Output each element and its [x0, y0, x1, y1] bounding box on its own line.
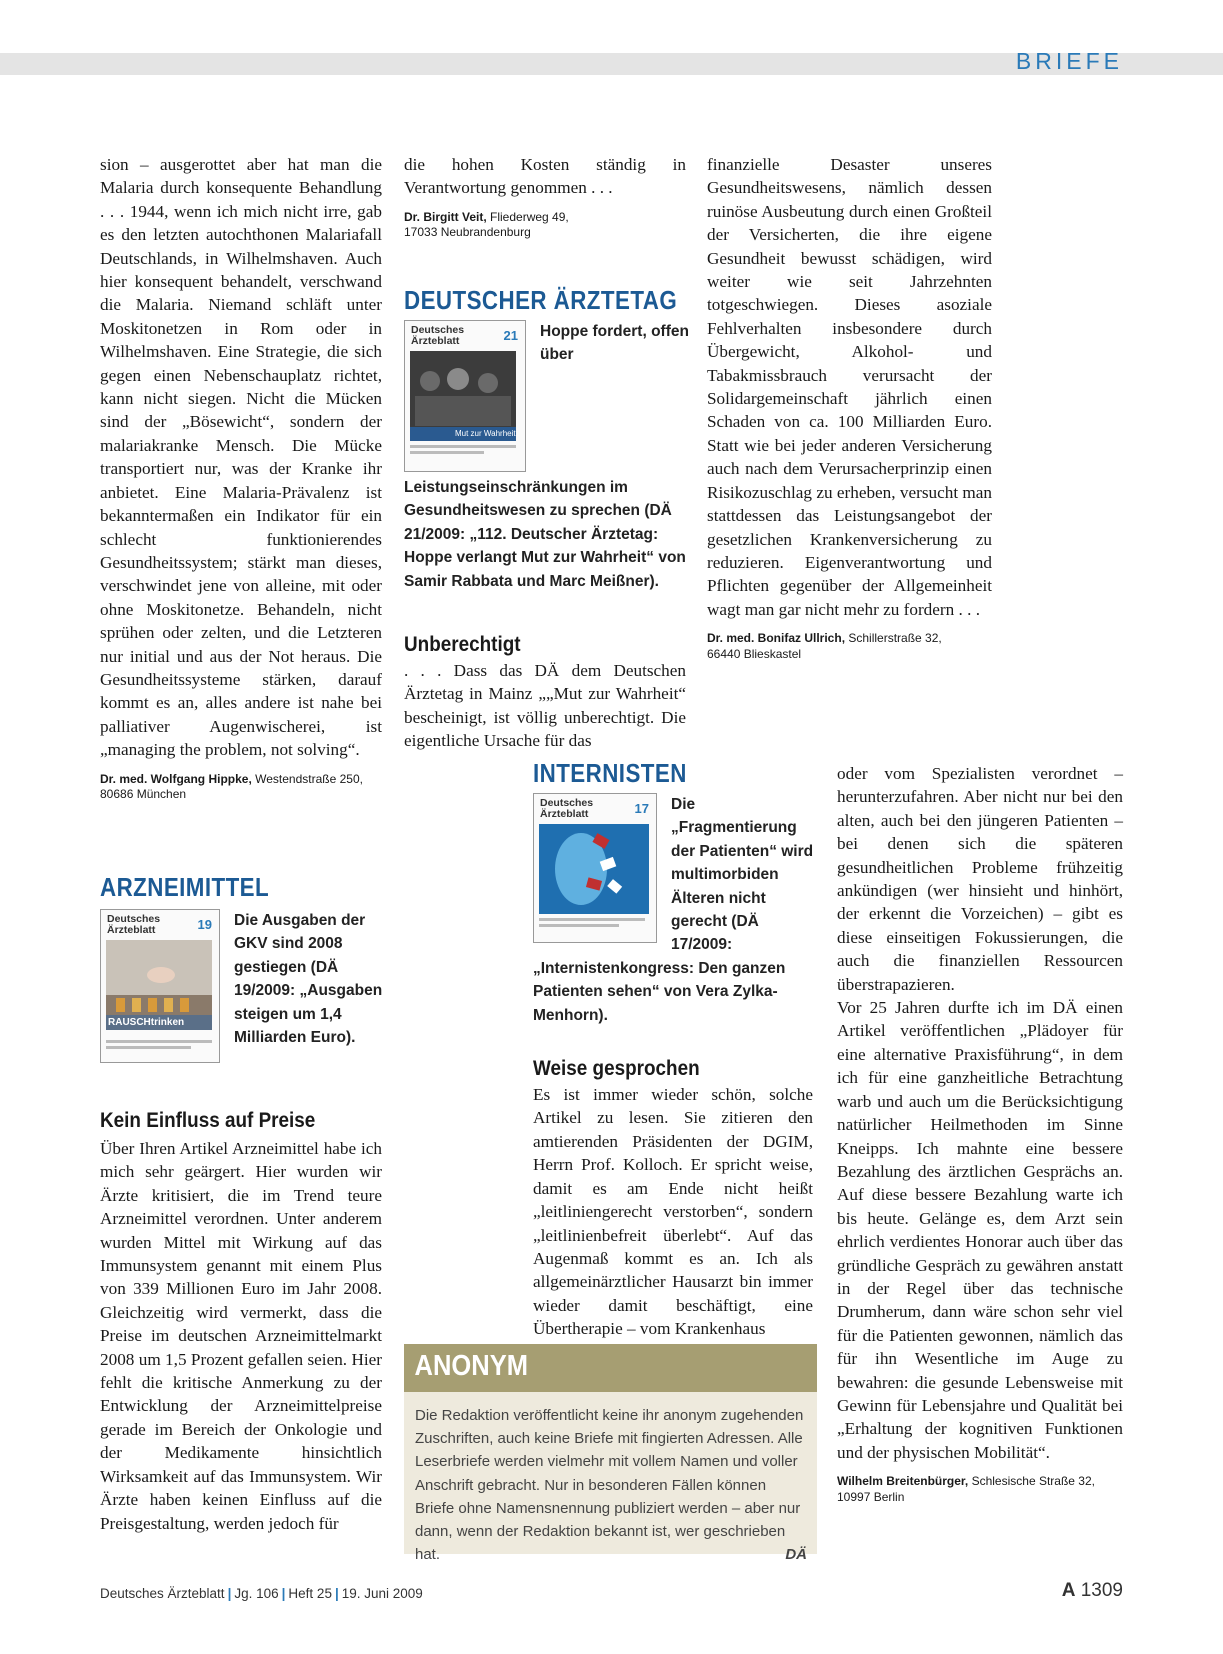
teaser-text: Hoppe fordert, offen über Leistungseinschränkungen im Gesundheitswesen zu sprechen (DÄ 21/2009: „112. Deutscher Ärztetag: Hoppe verlangt Mut zur Wahrheit“ von Samir Rabbata und Marc Meißner).	[404, 323, 689, 590]
cover-number: 19	[197, 917, 212, 932]
letter-text: sion – ausgerottet aber hat man die Malaria durch konsequente Behandlung . . . 1944, wenn ich mich nicht irre, gab es den letzten autochthonen Malariafall Deutschlands, in Wilhelmshaven. Auch hier konsequent behandelt, verschwand die Malaria. Niemand schläft unter Moskitonetzen in Rom oder in Wilhelmshaven. Eine Strategie, die sich gegen einen Nebenschauplatz richtet, kann nicht siegen. Nicht die Mücken sind der „Bösewicht“, sondern der malariakranke Mensch. Die Mücke transportiert nur, was der Kranke ihr anbietet. Eine Malaria-Prävalenz ist bekanntermaßen ein Indikator für ein schlecht funktionierendes Gesundheitssystem; stärkt man dieses, verschwindet jene von alleine, mit oder ohne Moskitonetze. Behandeln, nicht sprühen oder zelten, und die Letzteren nur initial und aus der Not heraus. Die Gesundheitssysteme stärken, darauf kommt es an, alles andere ist nahe bei palliativer Augenwischerei, ist „managing the problem, not solving“.	[100, 155, 382, 760]
cover-image	[410, 351, 516, 441]
letter-text: Vor 25 Jahren durfte ich im DÄ einen Artikel veröffentlichen „Plädoyer für eine alternative Praxisführung“, in dem ich für eine ganzheitliche Betrachtung warb und auch um die Berücksichtigung natürlicher Heilmethoden im Sinne Kneipps. Ich mahnte eine bessere Bezahlung des ärztlichen Gesprächs an. Auf diese bessere Bezahlung warte ich bis heute. Gelänge es, dem Arzt sein ehrlich verdientes Honorar auch über das gründliche Gespräch zu gewähren anstatt in der Regel über das technische Drumherum, dann wäre schon sehr viel für die Patienten gewonnen, nämlich das für ihn Wesentliche im Auge zu bewahren: die gesunde Lebensweise mit Gewinn für Lebensjahre und Qualität bei „Erhaltung der kognitiven Funktionen und der physischen Mobilität“.	[837, 998, 1123, 1462]
magazine-cover	[533, 793, 657, 943]
column-2	[404, 153, 686, 241]
signature-name: Dr. med. Wolfgang Hippke,	[100, 771, 252, 786]
letter-text: finanzielle Desaster unseres Gesundheitswesens, nämlich dessen ruinöse Ausbeutung durch einen Großteil der Versicherten, die ihre eigene Gesundheit bewusst schädigen, wird weiter wie seit Jahrzehnten totgeschwiegen. Dieses asoziale Fehlverhalten insbesondere durch Übergewicht, Alkohol- und Tabakmissbrauch verursacht der Solidargemeinschaft jährlich einen Schaden von ca. 100 Milliarden Euro. Statt wie bei jeder anderen Versicherung auch nach dem Verursacherprinzip einen Risikozuschlag zu erheben, versucht man stattdessen das Leistungsangebot der gesetzlichen Krankenversicherung zu reduzieren. Eigenverantwortung und Pflichten gegenüber der Allgemeinheit wagt man gar nicht mehr zu fordern . . .	[707, 155, 992, 619]
column-3	[707, 153, 992, 662]
aerztetag-section	[404, 285, 694, 753]
signature-address: Schlesische Straße 32,	[968, 1474, 1095, 1489]
page-footer	[100, 1586, 423, 1601]
anonym-header	[404, 1344, 817, 1392]
cover-lines	[539, 918, 645, 930]
separator: |	[281, 1586, 286, 1601]
issue-date: 19. Juni 2009	[341, 1586, 423, 1601]
signature-name: Wilhelm Breitenbürger,	[837, 1474, 969, 1489]
letter-text: oder vom Spezialisten verordnet – herunterzufahren. Aber nicht nur bei den alten, auch bei den jüngeren Patienten – bei denen sich die späteren gesundheitlichen Probleme frühzeitig ankündigen (wer hinsieht und hinhört, der erkennt die Vorzeichen) – gibt es diese einseitigen Fokussierungen, die auch die finanziellen Ressourcen überstrapazieren.	[837, 764, 1123, 994]
letter-text: die hohen Kosten ständig in Verantwortung genommen . . .	[404, 155, 686, 198]
cover-headline: RAUSCHtrinken	[108, 1017, 185, 1028]
cover-lines	[410, 445, 516, 457]
teaser-text: Die „Fragmentierung der Patienten“ wird multimorbiden Älteren nicht gerecht (DÄ 17/2009: „Internistenkongress: Den ganzen Patienten sehen“ von Vera Zylka-Menhorn).	[533, 796, 814, 1024]
signature-city: 17033 Neubrandenburg	[404, 225, 531, 240]
teaser-block	[404, 320, 694, 593]
signature-address: Schillerstraße 32,	[845, 631, 942, 646]
rubric-title: INTERNISTEN	[533, 758, 687, 788]
signature-city: 10997 Berlin	[837, 1489, 905, 1504]
separator: |	[227, 1586, 232, 1601]
column-5	[837, 762, 1123, 1505]
teaser-block	[100, 909, 390, 1067]
page-prefix: A	[1061, 1580, 1076, 1601]
arzneimittel-section	[100, 872, 390, 1535]
cover-lines	[106, 1040, 212, 1052]
letter-signature	[707, 631, 992, 662]
signature-address: Westendstraße 250,	[251, 771, 363, 786]
magazine-cover	[100, 909, 220, 1063]
cover-title: Deutsches Ärzteblatt	[411, 324, 465, 347]
separator: |	[334, 1586, 339, 1601]
page-number	[1062, 1580, 1123, 1602]
signature-name: Dr. Birgitt Veit,	[404, 209, 487, 224]
cover-title: Deutsches Ärzteblatt	[107, 913, 161, 936]
cover-title: Deutsches Ärzteblatt	[540, 797, 594, 820]
cover-number: 21	[503, 328, 518, 343]
signature-city: 80686 München	[100, 787, 187, 802]
teaser-text: Die Ausgaben der GKV sind 2008 gestiegen (DÄ 19/2009: „Ausgaben steigen um 1,4 Milliarden Euro).	[234, 912, 383, 1047]
anonym-notice-box	[404, 1344, 817, 1564]
letter-text: Über Ihren Artikel Arzneimittel habe ich mich sehr geärgert. Hier wurden wir Ärzte kritisiert, die im Trend teure Arzneimittel verordnen. Unter anderem wurden Mittel mit Wirkung auf das Immunsystem genannt mit einem Plus von 339 Millionen Euro im Jahr 2008. Gleichzeitig wird vermerkt, dass die Preise im deutschen Arzneimittelmarkt 2008 um 1,5 Prozent gefallen seien. Hier fehlt die kritische Anmerkung zu der Entwicklung der Arzneimittelpreise gerade im Bereich der Onkologie und der Medikamente hinsichtlich Wirksamkeit auf das Immunsystem. Wir Ärzte haben keinen Einfluss auf die Preisgestaltung, werden jedoch für	[100, 1139, 382, 1533]
signature-address: Fliederweg 49,	[486, 209, 569, 224]
anonym-text	[415, 1404, 807, 1566]
letter-text: Es ist immer wieder schön, solche Artikel zu lesen. Sie zitieren den amtierenden Präsidenten der DGIM, Herrn Prof. Kolloch. Er spricht weise, damit es am Ende nicht heißt „leitliniengerecht verstorben“, sondern „leitlinienbefreit überlebt“. Auf das Augenmaß kommt es an. Ich als allgemeinärztlicher Hausarzt bin immer wieder damit beschäftigt, eine Übertherapie – vom Krankenhaus	[533, 1085, 813, 1339]
cover-number: 17	[634, 801, 649, 816]
editorial-mark: DÄ	[785, 1546, 807, 1564]
rubric-title: ARZNEIMITTEL	[100, 872, 270, 902]
letter-headline: Unberechtigt	[404, 633, 521, 657]
cover-image	[539, 824, 649, 914]
letter-signature	[100, 772, 382, 803]
journal-name: Deutsches Ärzteblatt	[100, 1586, 225, 1601]
internisten-section	[533, 758, 823, 1341]
letter-signature	[404, 210, 686, 241]
letter-signature	[837, 1474, 1123, 1505]
letter-text: . . . Dass das DÄ dem Deutschen Ärztetag in Mainz „„Mut zur Wahrheit“ bescheinigt, ist völlig unberechtigt. Die eigentliche Ursache für das	[404, 661, 686, 751]
signature-name: Dr. med. Bonifaz Ullrich,	[707, 631, 846, 646]
letter-headline: Kein Einfluss auf Preise	[100, 1109, 316, 1132]
page-value: 1309	[1080, 1580, 1123, 1601]
issue: Heft 25	[288, 1586, 332, 1601]
cover-headline: Mut zur Wahrheit	[455, 429, 516, 438]
magazine-cover	[404, 320, 526, 472]
rubric-title: DEUTSCHER ÄRZTETAG	[404, 285, 678, 315]
letter-headline: Weise gesprochen	[533, 1057, 700, 1081]
section-label: BRIEFE	[1015, 48, 1123, 74]
volume: Jg. 106	[234, 1586, 279, 1601]
column-1	[100, 153, 382, 803]
teaser-block	[533, 793, 823, 1027]
anonym-body: Die Redaktion veröffentlicht keine ihr anonym zugehenden Zuschriften, auch keine Briefe mit fingierten Adressen. Alle Leserbriefe werden vielmehr mit vollem Namen und voller Anschrift gebracht. Nur in besonderen Fällen können Briefe ohne Namensnennung publiziert werden – aber nur dann, wenn der Redaktion bekannt ist, wer geschrieben hat.	[415, 1407, 804, 1564]
signature-city: 66440 Blieskastel	[707, 646, 802, 661]
anonym-title: ANONYM	[414, 1350, 528, 1382]
